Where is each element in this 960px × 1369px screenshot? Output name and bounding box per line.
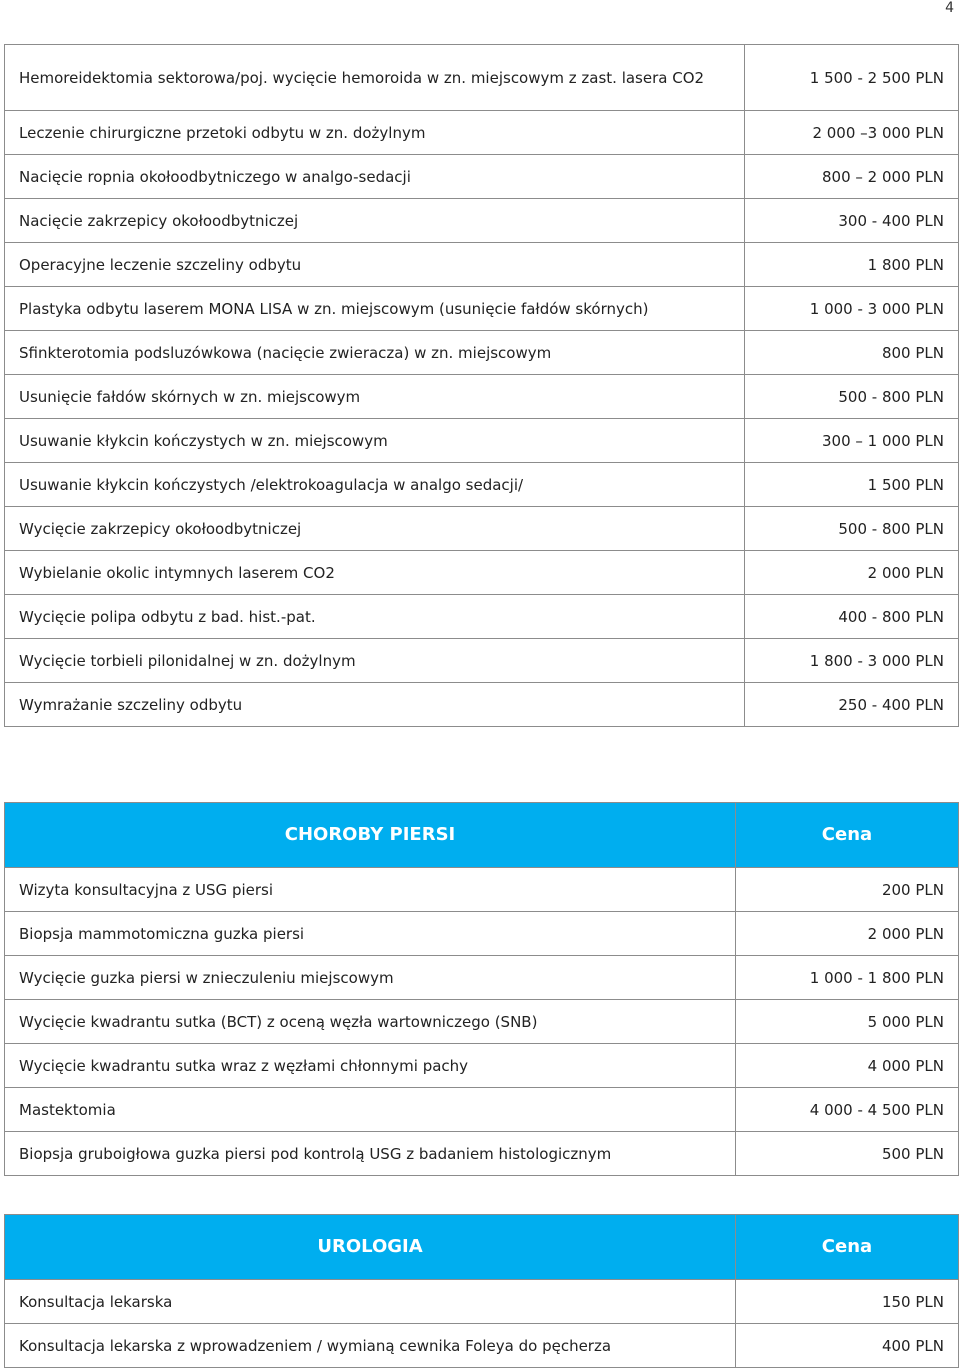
service-price: 500 - 800 PLN [745, 375, 959, 419]
service-price: 1 000 - 3 000 PLN [745, 287, 959, 331]
service-price: 800 – 2 000 PLN [745, 155, 959, 199]
service-name: Konsultacja lekarska [5, 1280, 736, 1324]
service-name: Biopsja gruboigłowa guzka piersi pod kontrolą USG z badaniem histologicznym [5, 1132, 736, 1176]
table-row [5, 595, 959, 639]
service-name: Leczenie chirurgiczne przetoki odbytu w zn. dożylnym [5, 111, 745, 155]
table-row [5, 111, 959, 155]
service-name: Hemoreidektomia sektorowa/poj. wycięcie hemoroida w zn. miejscowym z zast. lasera CO2 [5, 45, 745, 111]
section-title: CHOROBY PIERSI [5, 803, 736, 868]
service-name: Wybielanie okolic intymnych laserem CO2 [5, 551, 745, 595]
service-name: Sfinkterotomia podsluzówkowa (nacięcie zwieracza) w zn. miejscowym [5, 331, 745, 375]
table-row [5, 287, 959, 331]
service-price: 4 000 PLN [736, 1044, 959, 1088]
table-row [5, 243, 959, 287]
service-name: Wymrażanie szczeliny odbytu [5, 683, 745, 727]
table-row [5, 507, 959, 551]
table-row [5, 1000, 959, 1044]
service-price: 150 PLN [736, 1280, 959, 1324]
table-row [5, 155, 959, 199]
service-price: 200 PLN [736, 868, 959, 912]
service-price: 4 000 - 4 500 PLN [736, 1088, 959, 1132]
proctology-price-table [4, 44, 959, 727]
service-name: Wycięcie kwadrantu sutka wraz z węzłami chłonnymi pachy [5, 1044, 736, 1088]
service-name: Wycięcie polipa odbytu z bad. hist.-pat. [5, 595, 745, 639]
table-header-row [5, 1215, 959, 1280]
service-name: Wycięcie kwadrantu sutka (BCT) z oceną węzła wartowniczego (SNB) [5, 1000, 736, 1044]
service-price: 2 000 PLN [745, 551, 959, 595]
table-row [5, 419, 959, 463]
service-price: 2 000 PLN [736, 912, 959, 956]
table-row [5, 1132, 959, 1176]
table-row [5, 551, 959, 595]
table-row [5, 463, 959, 507]
service-name: Biopsja mammotomiczna guzka piersi [5, 912, 736, 956]
service-name: Mastektomia [5, 1088, 736, 1132]
table-row [5, 639, 959, 683]
table-row [5, 868, 959, 912]
service-name: Usunięcie fałdów skórnych w zn. miejscowym [5, 375, 745, 419]
service-price: 2 000 –3 000 PLN [745, 111, 959, 155]
table-row [5, 1324, 959, 1368]
table-row [5, 1088, 959, 1132]
table-header-row [5, 803, 959, 868]
service-name: Nacięcie ropnia okołoodbytniczego w analgo-sedacji [5, 155, 745, 199]
table-row [5, 45, 959, 111]
service-price: 5 000 PLN [736, 1000, 959, 1044]
service-price: 800 PLN [745, 331, 959, 375]
service-price: 500 PLN [736, 1132, 959, 1176]
service-name: Nacięcie zakrzepicy okołoodbytniczej [5, 199, 745, 243]
service-name: Wycięcie zakrzepicy okołoodbytniczej [5, 507, 745, 551]
service-price: 250 - 400 PLN [745, 683, 959, 727]
table-row [5, 956, 959, 1000]
service-name: Operacyjne leczenie szczeliny odbytu [5, 243, 745, 287]
service-price: 1 500 - 2 500 PLN [745, 45, 959, 111]
urology-price-table [4, 1214, 959, 1368]
table-row [5, 375, 959, 419]
service-price: 400 - 800 PLN [745, 595, 959, 639]
table-row [5, 683, 959, 727]
table-row [5, 331, 959, 375]
breast-diseases-price-table [4, 802, 959, 1176]
service-name: Wycięcie torbieli pilonidalnej w zn. dożylnym [5, 639, 745, 683]
price-column-header: Cena [736, 803, 959, 868]
section-title: UROLOGIA [5, 1215, 736, 1280]
service-name: Plastyka odbytu laserem MONA LISA w zn. miejscowym (usunięcie fałdów skórnych) [5, 287, 745, 331]
service-name: Usuwanie kłykcin kończystych w zn. miejscowym [5, 419, 745, 463]
service-price: 1 500 PLN [745, 463, 959, 507]
service-name: Wycięcie guzka piersi w znieczuleniu miejscowym [5, 956, 736, 1000]
service-name: Wizyta konsultacyjna z USG piersi [5, 868, 736, 912]
service-price: 300 – 1 000 PLN [745, 419, 959, 463]
service-name: Usuwanie kłykcin kończystych /elektrokoagulacja w analgo sedacji/ [5, 463, 745, 507]
service-price: 1 800 - 3 000 PLN [745, 639, 959, 683]
service-price: 1 800 PLN [745, 243, 959, 287]
table-row [5, 1044, 959, 1088]
page-number: 4 [945, 0, 954, 16]
table-row [5, 199, 959, 243]
service-price: 500 - 800 PLN [745, 507, 959, 551]
table-row [5, 1280, 959, 1324]
service-price: 400 PLN [736, 1324, 959, 1368]
service-price: 300 - 400 PLN [745, 199, 959, 243]
service-price: 1 000 - 1 800 PLN [736, 956, 959, 1000]
service-name: Konsultacja lekarska z wprowadzeniem / wymianą cewnika Foleya do pęcherza [5, 1324, 736, 1368]
table-row [5, 912, 959, 956]
price-column-header: Cena [736, 1215, 959, 1280]
